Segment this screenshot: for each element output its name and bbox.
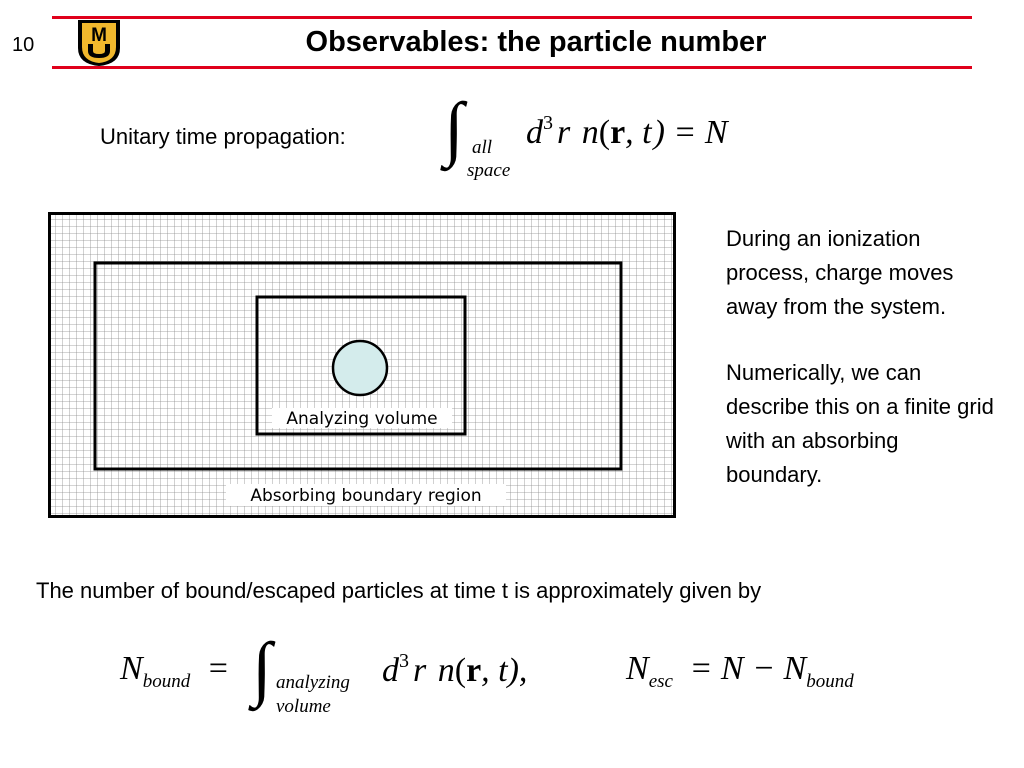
integral2-lower-limit-1: analyzing	[276, 672, 350, 693]
side-paragraph-1: During an ionization process, charge moves away from the system.	[726, 226, 954, 319]
equation-escaped	[626, 650, 854, 693]
time-arg-2: , t),	[481, 652, 528, 689]
n-bound-symbol: N	[120, 650, 143, 687]
differential-r-2: r	[413, 652, 427, 689]
slide-title: Observables: the particle number	[305, 26, 767, 58]
integral-symbol: ∫	[444, 88, 464, 168]
position-vector: r	[610, 114, 626, 151]
mu-logo	[74, 18, 124, 68]
open-paren: (	[598, 114, 611, 151]
integral2-lower-limit-2: volume	[276, 696, 331, 717]
position-vector-2: r	[466, 652, 482, 689]
equals-sign: =	[208, 650, 228, 687]
n-bound-subscript-2: bound	[806, 671, 854, 692]
differential-d-2: d	[382, 652, 399, 689]
integral-lower-limit-2: space	[467, 160, 511, 181]
svg-text:M: M	[91, 25, 107, 46]
grid-diagram	[48, 212, 676, 518]
side-paragraph-2: Numerically, we can describe this on a finite grid with an absorbing boundary.	[726, 360, 994, 487]
open-paren-2: (	[454, 652, 467, 689]
header-rule-bottom	[52, 66, 972, 69]
differential-r: r	[557, 114, 571, 151]
equation1-rhs: ) = N	[653, 114, 728, 151]
n-esc-subscript: esc	[648, 671, 673, 692]
integral-lower-limit-1: all	[472, 137, 493, 158]
density-n: n	[581, 114, 599, 151]
header-rule-top	[52, 16, 972, 19]
differential-d: d	[526, 114, 543, 151]
time-arg: , t	[625, 114, 652, 151]
intro-label: Unitary time propagation:	[100, 124, 346, 149]
differential-power: 3	[543, 112, 553, 134]
statement-text: The number of bound/escaped particles at time t is approximately given by	[36, 578, 762, 603]
analyzing-volume-label: Analyzing volume	[286, 409, 438, 429]
equation3-middle: = N − N	[689, 650, 807, 687]
absorbing-region-label: Absorbing boundary region	[250, 486, 482, 506]
n-esc-symbol: N	[626, 650, 649, 687]
system-circle	[333, 341, 387, 395]
density-n-2: n	[437, 652, 455, 689]
slide-number: 10	[12, 34, 35, 56]
integral-symbol-2: ∫	[252, 628, 272, 708]
differential-power-2: 3	[399, 650, 409, 672]
n-bound-subscript: bound	[142, 671, 191, 692]
side-explanation	[726, 222, 996, 524]
